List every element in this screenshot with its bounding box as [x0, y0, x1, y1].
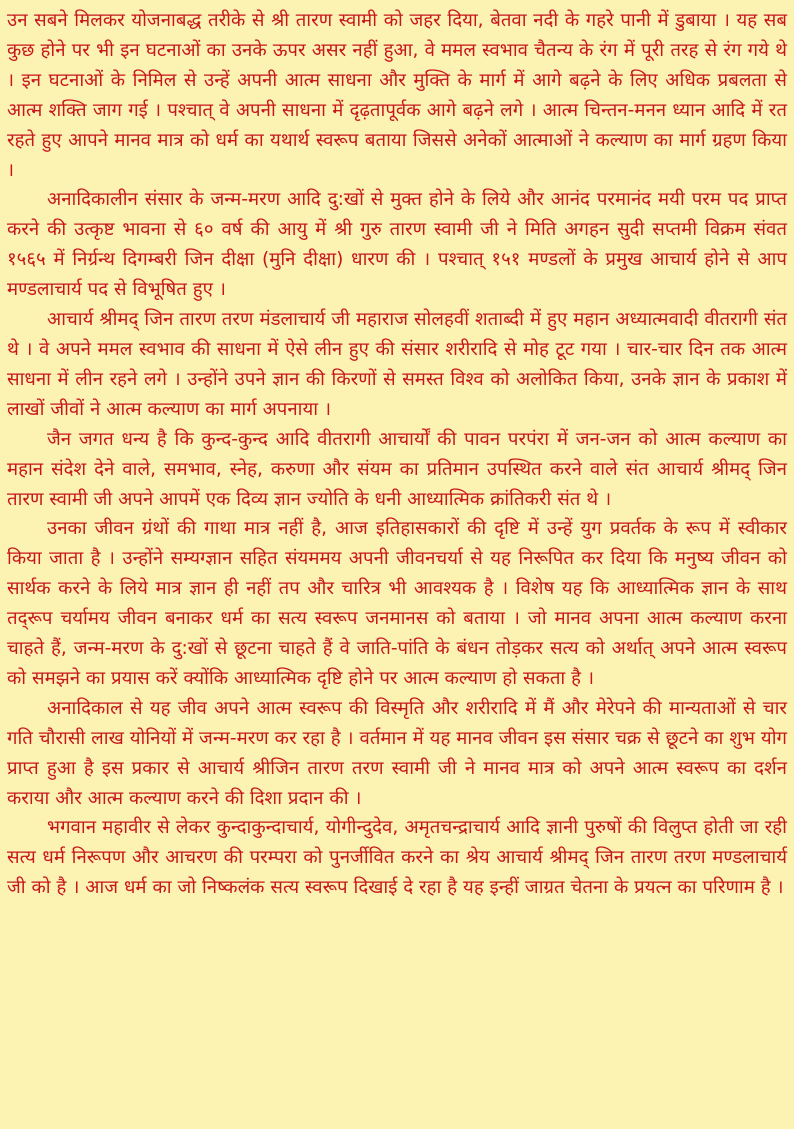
paragraph-5: उनका जीवन ग्रंथों की गाथा मात्र नहीं है, आज इतिहासकारों की दृष्टि में उन्हें युग प्रवर्तक के रूप में स्वीकार किया जाता है । उन्होंने सम्यग्ज्ञान सहित संयममय अपनी जीवनचर्या से यह निरूपित कर दिया कि मनुष्य जीवन को सार्थक करने के लिये मात्र ज्ञान ही नहीं तप और चारित्र भी आवश्यक है । विशेष यह कि आध्यात्मिक ज्ञान के साथ तद्‌रूप चर्यामय जीवन बनाकर धर्म का सत्य स्वरूप जनमानस को बताया । जो मानव अपना आत्म कल्याण करना चाहते हैं, जन्म-मरण के दु:खों से छूटना चाहते हैं वे जाति-पांति के बंधन तोड़कर सत्य को अर्थात् अपने आत्म स्वरूप को समझने का प्रयास करें क्योंकि आध्यात्मिक दृष्टि होने पर आत्म कल्याण हो सकता है । [7, 518, 787, 689]
paragraph-6: अनादिकाल से यह जीव अपने आत्म स्वरूप की विस्मृति और शरीरादि में मैं और मेरेपने की मान्यताओं से चार गति चौरासी लाख योनियों में जन्म-मरण कर रहा है । वर्तमान में यह मानव जीवन इस संसार चक्र से छूटने का शुभ योग प्राप्त हुआ है इस प्रकार से आचार्य श्रीजिन तारण तरण स्वामी जी ने मानव मात्र को अपने आत्म स्वरूप का दर्शन कराया और आत्म कल्याण करने की दिशा प्रदान की । [7, 697, 787, 809]
paragraph-2: अनादिकालीन संसार के जन्म-मरण आदि दु:खों से मुक्त होने के लिये और आनंद परमानंद मयी परम पद प्राप्त करने की उत्कृष्ट भावना से ६० वर्ष की आयु में श्री गुरु तारण स्वामी जी ने मिति अगहन सुदी सप्तमी विक्रम संवत १५६५ में निर्ग्रन्थ दिगम्बरी जिन दीक्षा (मुनि दीक्षा) धारण की । पश्चात् १५१ मण्डलों के प्रमुख आचार्य होने से आप मण्डलाचार्य पद से विभूषित हुए । [7, 189, 787, 301]
paragraph-3: आचार्य श्रीमद् जिन तारण तरण मंडलाचार्य जी महाराज सोलहवीं शताब्दी में हुए महान अध्यात्मवादी वीतरागी संत थे । वे अपने ममल स्वभाव की साधना में ऐसे लीन हुए की संसार शरीरादि से मोह टूट गया । चार-चार दिन तक आत्म साधना में लीन रहने लगे । उन्होंने उपने ज्ञान की किरणों से समस्त विश्व को अलोकित किया, उनके ज्ञान के प्रकाश में लाखों जीवों ने आत्म कल्याण का मार्ग अपनाया । [7, 309, 787, 420]
paragraph-7: भगवान महावीर से लेकर कुन्दाकुन्दाचार्य, योगीन्दुदेव, अमृतचन्द्राचार्य आदि ज्ञानी पुरुषों की विलुप्त होती जा रही सत्य धर्म निरूपण और आचरण की परम्परा को पुनर्जीवित करने का श्रेय आचार्य श्रीमद् जिन तारण तरण मण्डलाचार्य जी को है । आज धर्म का जो निष्कलंक सत्य स्वरूप दिखाई दे रहा है यह इन्हीं जाग्रत चेतना के प्रयत्न का परिणाम है । [7, 817, 787, 899]
paragraph-4: जैन जगत धन्य है कि कुन्द-कुन्द आदि वीतरागी आचार्यों की पावन परपंरा में जन-जन को आत्म कल्याण का महान संदेश देने वाले, समभाव, स्नेह, करुणा और संयम का प्रतिमान उपस्थित करने वाले संत आचार्य श्रीमद् जिन तारण स्वामी जी अपने आपमें एक दिव्य ज्ञान ज्योति के धनी आध्यात्मिक क्रांतिकरी संत थे । [7, 428, 787, 510]
paragraph-1: उन सबने मिलकर योजनाबद्ध तरीके से श्री तारण स्वामी को जहर दिया, बेतवा नदी के गहरे पानी में डुबाया । यह सब कुछ होने पर भी इन घटनाओं का उनके ऊपर असर नहीं हुआ, वे ममल स्वभाव चैतन्य के रंग में पूरी तरह से रंग गये थे । इन घटनाओं के निमिल से उन्हें अपनी आत्म साधना और मुक्ति के मार्ग में आगे बढ़ने के लिए अधिक प्रबलता से आत्म शक्ति जाग गई । पश्चात् वे अपनी साधना में दृढ़तापूर्वक आगे बढ़ने लगे । आत्म चिन्तन-मनन ध्यान आदि में रत रहते हुए आपने मानव मात्र को धर्म का यथार्थ स्वरूप बताया जिससे अनेकों आत्माओं ने कल्याण का मार्ग ग्रहण किया । [7, 10, 787, 181]
